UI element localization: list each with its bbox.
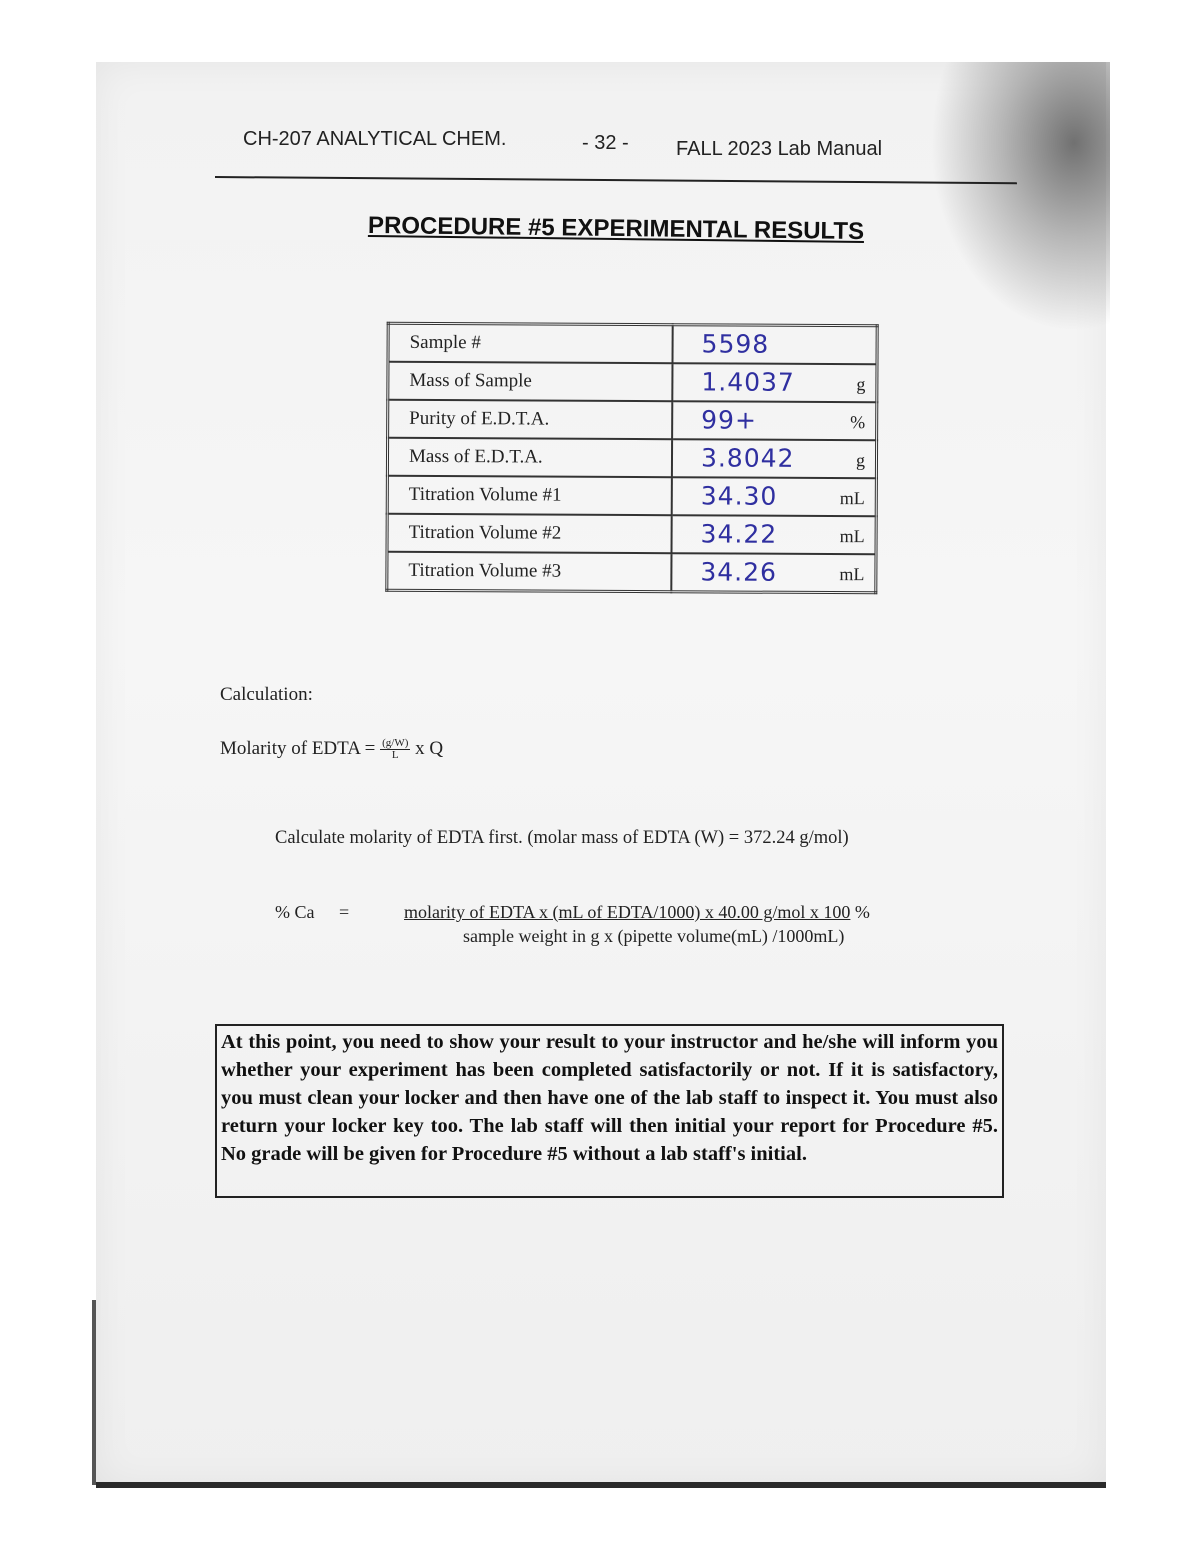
- row-value-cell: [672, 439, 877, 478]
- handwritten-value: 1.4037: [701, 367, 795, 397]
- row-unit: mL: [839, 526, 865, 547]
- percent-ca-denominator: sample weight in g x (pipette volume(mL) /1000mL): [463, 926, 845, 946]
- percent-ca-label: % Ca: [275, 902, 315, 922]
- handwritten-value: 34.26: [700, 557, 778, 587]
- molarity-fraction: [380, 738, 410, 761]
- row-label: Titration Volume #2: [387, 514, 672, 553]
- row-label: Titration Volume #1: [387, 476, 672, 515]
- molarity-equals: =: [364, 738, 376, 759]
- row-value-cell: [672, 515, 877, 554]
- table-row: [388, 362, 877, 403]
- row-value-cell: [672, 477, 877, 516]
- page-title: PROCEDURE #5 EXPERIMENTAL RESULTS: [367, 211, 865, 246]
- handwritten-value: 34.22: [700, 519, 778, 549]
- percent-ca-formula: [275, 902, 349, 923]
- row-value-cell: [672, 363, 877, 402]
- header-page-number: - 32 -: [582, 132, 629, 154]
- molarity-numerator: (g/W): [382, 737, 409, 750]
- scan-shadow: [930, 62, 1110, 332]
- table-row: [387, 514, 876, 555]
- row-value-cell: [672, 325, 877, 365]
- header-course: CH-207 ANALYTICAL CHEM.: [243, 128, 507, 150]
- molarity-denominator: L: [391, 749, 399, 762]
- page-left-edge: [92, 1300, 96, 1485]
- row-value-cell: [671, 553, 876, 593]
- row-label: Mass of Sample: [388, 362, 673, 401]
- row-label: Titration Volume #3: [387, 552, 672, 592]
- table-row: [388, 400, 877, 441]
- row-unit: g: [856, 374, 866, 395]
- table-row: [387, 476, 876, 517]
- handwritten-value: 99+: [701, 405, 758, 435]
- row-label: Purity of E.D.T.A.: [388, 400, 673, 439]
- handwritten-value: 5598: [701, 329, 770, 359]
- row-value-cell: [672, 401, 877, 440]
- handwritten-value: 34.30: [700, 481, 778, 511]
- molarity-instruction: Calculate molarity of EDTA first. (molar mass of EDTA (W) = 372.24 g/mol): [275, 828, 849, 848]
- results-table: [385, 322, 878, 595]
- calculation-heading: Calculation:: [220, 684, 313, 705]
- percent-ca-equals: =: [339, 902, 350, 922]
- header-manual: FALL 2023 Lab Manual: [676, 138, 883, 160]
- percent-ca-numerator: molarity of EDTA x (mL of EDTA/1000) x 40.00 g/mol x 100: [404, 902, 851, 922]
- percent-ca-unit: %: [854, 902, 870, 922]
- molarity-label: Molarity of EDTA: [220, 738, 360, 759]
- table-row: [388, 323, 877, 364]
- handwritten-value: 3.8042: [700, 443, 795, 473]
- instructor-notice-box: At this point, you need to show your result to your instructor and he/she will inform you whether your experiment has been completed satisfactorily or not. If it is satisfactory, you must clean your locker and then have one of the lab staff to inspect it. You must also return your locker key too. The lab staff will then initial your report for Procedure #5. No grade will be given for Procedure #5 without a lab staff's initial.: [215, 1024, 1004, 1198]
- molarity-formula: [220, 738, 443, 761]
- percent-ca-numerator-line: [404, 902, 870, 923]
- row-unit: mL: [839, 488, 865, 509]
- row-label: Sample #: [388, 323, 673, 363]
- table-row: [387, 552, 876, 593]
- row-label: Mass of E.D.T.A.: [387, 438, 672, 477]
- row-unit: mL: [839, 564, 865, 585]
- molarity-tail: x Q: [415, 738, 444, 759]
- row-unit: g: [855, 450, 866, 471]
- table-row: [387, 438, 876, 479]
- row-unit: %: [850, 412, 866, 433]
- page-bottom-edge: [96, 1482, 1106, 1488]
